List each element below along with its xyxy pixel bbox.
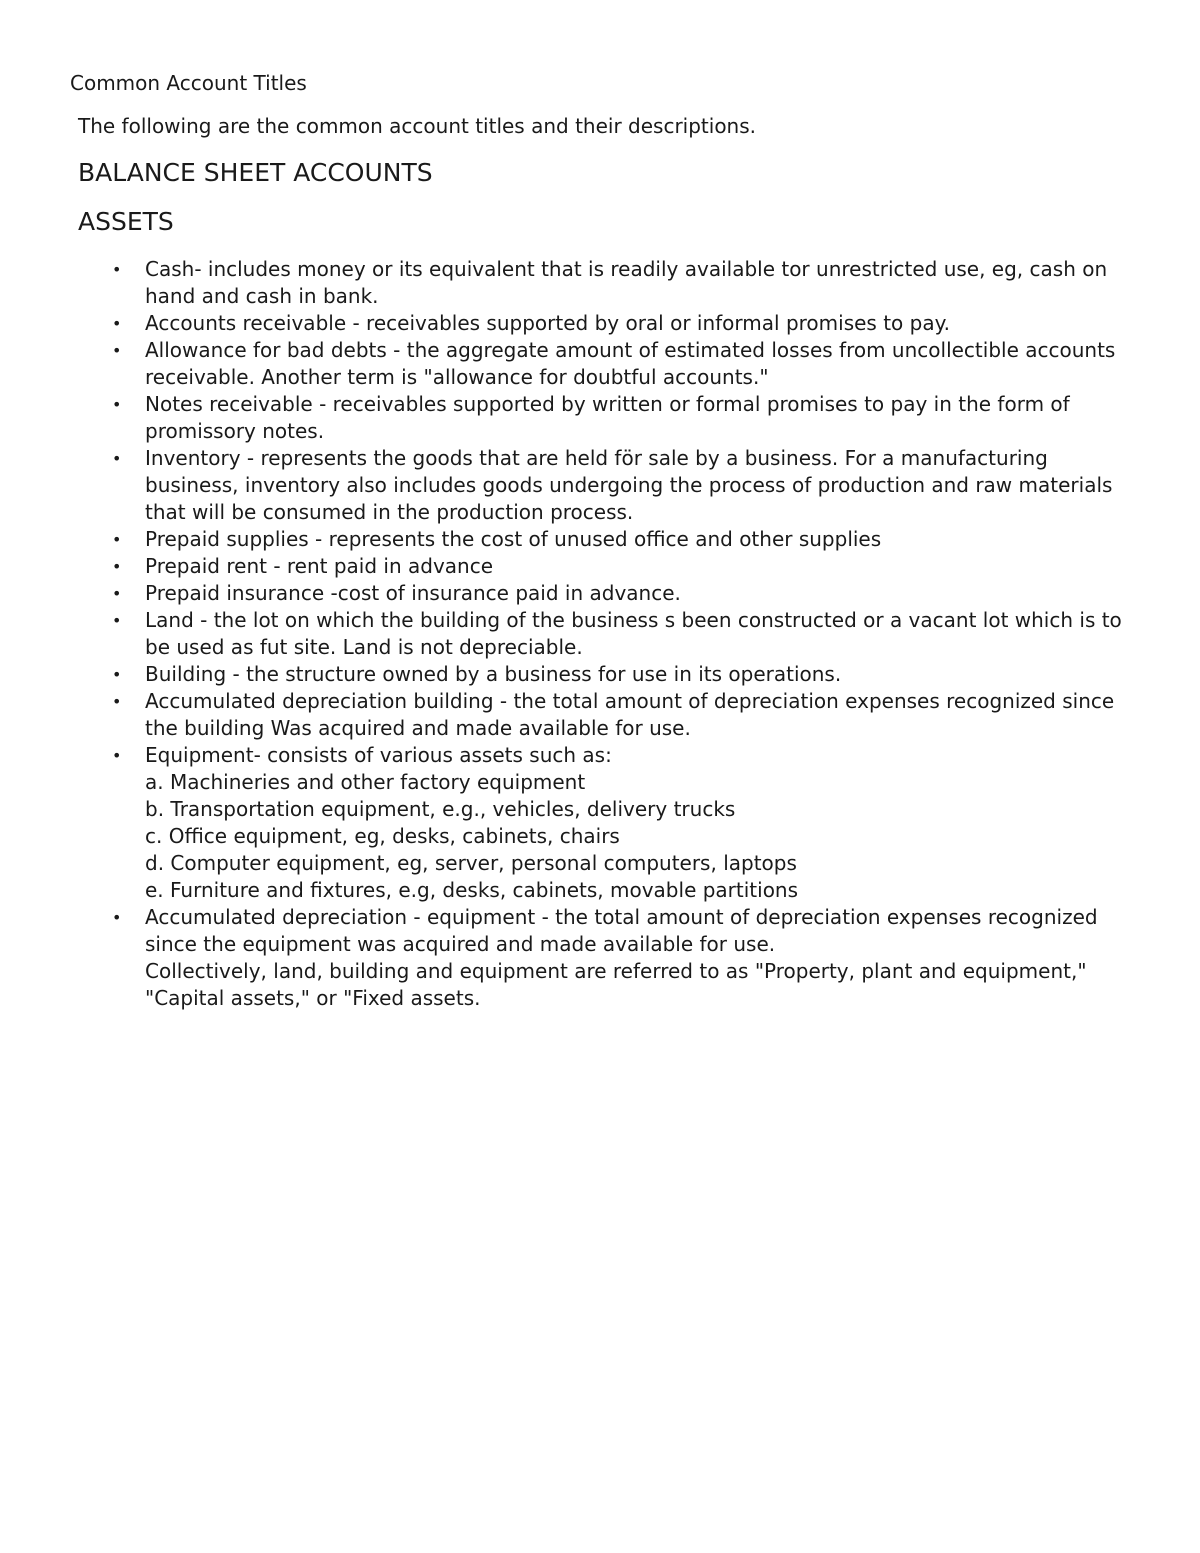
equipment-subtype: a. Machineries and other factory equipment	[145, 770, 586, 794]
list-item-text: Land - the lot on which the building of the business s been constructed or a vacant lot which is to be used as fut site. Land is not depreciable.	[145, 608, 1122, 659]
list-item-text: Accumulated depreciation building - the total amount of depreciation expenses recognized since the building Was acquired and made available for use.	[145, 689, 1115, 740]
bullet-icon: •	[112, 692, 122, 711]
bullet-icon: •	[112, 341, 122, 360]
list-item-text: Building - the structure owned by a business for use in its operations.	[145, 662, 842, 686]
list-item	[112, 526, 1135, 553]
list-item-text: Cash- includes money or its equivalent that is readily available tor unrestricted use, eg, cash on hand and cash in bank.	[145, 257, 1108, 308]
list-item	[112, 445, 1135, 526]
equipment-subtype: b. Transportation equipment, e.g., vehicles, delivery trucks	[145, 797, 736, 821]
list-item-text: Inventory - represents the goods that are held för sale by a business. For a manufacturing business, inventory also includes goods undergoing the process of production and raw materials that will be consumed in the production process.	[145, 446, 1113, 524]
bullet-icon: •	[112, 557, 122, 576]
list-item	[112, 337, 1135, 391]
bullet-icon: •	[112, 314, 122, 333]
bullet-icon: •	[112, 584, 122, 603]
list-item	[112, 904, 1135, 1012]
list-item	[112, 742, 1135, 904]
list-item	[112, 391, 1135, 445]
list-item-text: Prepaid supplies - represents the cost of unused office and other supplies	[145, 527, 882, 551]
list-item-text: Prepaid insurance -cost of insurance paid in advance.	[145, 581, 681, 605]
bullet-icon: •	[112, 908, 122, 927]
equipment-subtype: d. Computer equipment, eg, server, personal computers, laptops	[145, 851, 797, 875]
list-item-text: Notes receivable - receivables supported by written or formal promises to pay in the form of promissory notes.	[145, 392, 1070, 443]
list-item	[112, 688, 1135, 742]
list-item-text: Accumulated depreciation - equipment - the total amount of depreciation expenses recognized since the equipment was acquired and made available for use.	[145, 905, 1098, 956]
bullet-icon: •	[112, 530, 122, 549]
asset-account-list	[112, 256, 1135, 1012]
section-heading-balance-sheet: BALANCE SHEET ACCOUNTS	[78, 158, 433, 187]
equipment-subtype: c. Office equipment, eg, desks, cabinets, chairs	[145, 824, 620, 848]
subsection-heading-assets: ASSETS	[78, 207, 174, 236]
bullet-icon: •	[112, 449, 122, 468]
equipment-subtype: e. Furniture and fixtures, e.g, desks, cabinets, movable partitions	[145, 878, 799, 902]
list-item	[112, 256, 1135, 310]
intro-paragraph: The following are the common account titles and their descriptions.	[78, 114, 757, 138]
bullet-icon: •	[112, 395, 122, 414]
list-item-text: Allowance for bad debts - the aggregate amount of estimated losses from uncollectible accounts receivable. Another term is "allowance for doubtful accounts."	[145, 338, 1116, 389]
bullet-icon: •	[112, 665, 122, 684]
fixed-assets-note: Collectively, land, building and equipment are referred to as "Property, plant and equipment," "Capital assets," or "Fixed assets.	[145, 959, 1087, 1010]
list-item	[112, 607, 1135, 661]
document-title: Common Account Titles	[70, 71, 307, 95]
list-item-text: Equipment- consists of various assets such as:	[145, 743, 612, 767]
bullet-icon: •	[112, 611, 122, 630]
list-item-text: Accounts receivable - receivables supported by oral or informal promises to pay.	[145, 311, 950, 335]
bullet-icon: •	[112, 260, 122, 279]
list-item-text: Prepaid rent - rent paid in advance	[145, 554, 494, 578]
bullet-icon: •	[112, 746, 122, 765]
list-item	[112, 661, 1135, 688]
list-item	[112, 310, 1135, 337]
list-item	[112, 553, 1135, 580]
list-item	[112, 580, 1135, 607]
